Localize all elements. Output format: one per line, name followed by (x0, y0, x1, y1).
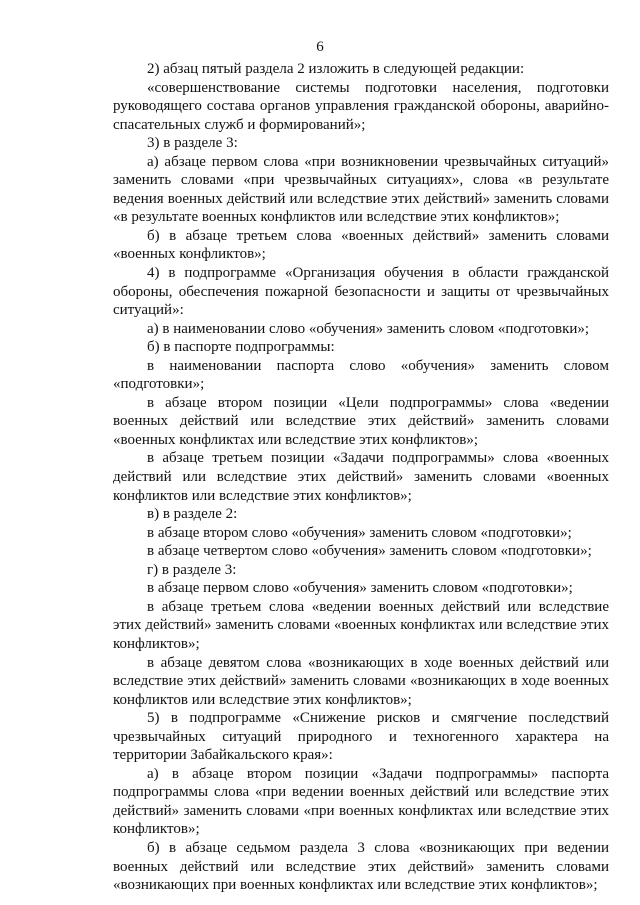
paragraph: в абзаце девятом слова «возникающих в ходе военных действий или вследствие этих действий» заменить словами «возникающих в ходе военных конфликтов или вследствие этих конфликтов»; (113, 654, 609, 708)
paragraph: в наименовании паспорта слово «обучения» заменить словом «подготовки»; (113, 357, 609, 393)
paragraph: в абзаце первом слово «обучения» заменить словом «подготовки»; (147, 580, 573, 597)
paragraph: в) в разделе 2: (147, 506, 238, 523)
paragraph: в абзаце третьем позиции «Задачи подпрограммы» слова «военных действий или вследствие этих действий» заменить словами «военных конфликтов или вследствие этих конфликтов»; (113, 450, 609, 504)
paragraph: а) в абзаце втором позиции «Задачи подпрограммы» паспорта подпрограммы слова «при ведении военных действий или вследствие этих действий» заменить словами «при военных конфликтах или вследствие этих конфликтов»; (113, 765, 609, 838)
paragraph: а) в наименовании слово «обучения» заменить словом «подготовки»; (147, 320, 590, 337)
paragraph: «совершенствование системы подготовки населения, подготовки руководящего состава органов управления гражданской обороны, аварийно-спасательных служб и формирований»; (113, 79, 609, 133)
paragraph: б) в абзаце третьем слова «военных действий» заменить словами «военных конфликтов»; (113, 227, 609, 263)
document-body (113, 60, 609, 895)
paragraph: 5) в подпрограмме «Снижение рисков и смягчение последствий чрезвычайных ситуаций природного и техногенного характера на территории Забайкальского края»: (113, 710, 609, 764)
paragraph: в абзаце втором слово «обучения» заменить словом «подготовки»; (147, 524, 572, 541)
paragraph: 2) абзац пятый раздела 2 изложить в следующей редакции: (147, 61, 525, 77)
paragraph: в абзаце втором позиции «Цели подпрограммы» слова «ведении военных действий или вследствие этих действий» заменить словами «военных конфликтах или вследствие этих конфликтов»; (113, 394, 609, 448)
paragraph: б) в абзаце седьмом раздела 3 слова «возникающих при ведении военных действий или вследствие этих действий» заменить словами «возникающих при военных конфликтах или вследствие этих конфликтов»; (113, 839, 609, 894)
page-number: 6 (316, 39, 324, 55)
paragraph: а) абзаце первом слова «при возникновении чрезвычайных ситуаций» заменить словами «при чрезвычайных ситуациях», слова «в результате ведения военных действий или вследствие этих действий» заменить словами «в результате военных конфликтов или вследствие этих конфликтов»; (113, 153, 609, 226)
paragraph: б) в паспорте подпрограммы: (147, 339, 335, 356)
paragraph: в абзаце четвертом слово «обучения» заменить словом «подготовки»; (147, 543, 592, 560)
paragraph: в абзаце третьем слова «ведении военных действий или вследствие этих действий» заменить словами «военных конфликтах или вследствие этих конфликтов»; (113, 598, 609, 652)
paragraph: 3) в разделе 3: (147, 135, 238, 152)
paragraph: г) в разделе 3: (147, 561, 237, 578)
paragraph: 4) в подпрограмме «Организация обучения в области гражданской обороны, обеспечения пожарной безопасности и защиты от чрезвычайных ситуаций»: (113, 265, 609, 319)
